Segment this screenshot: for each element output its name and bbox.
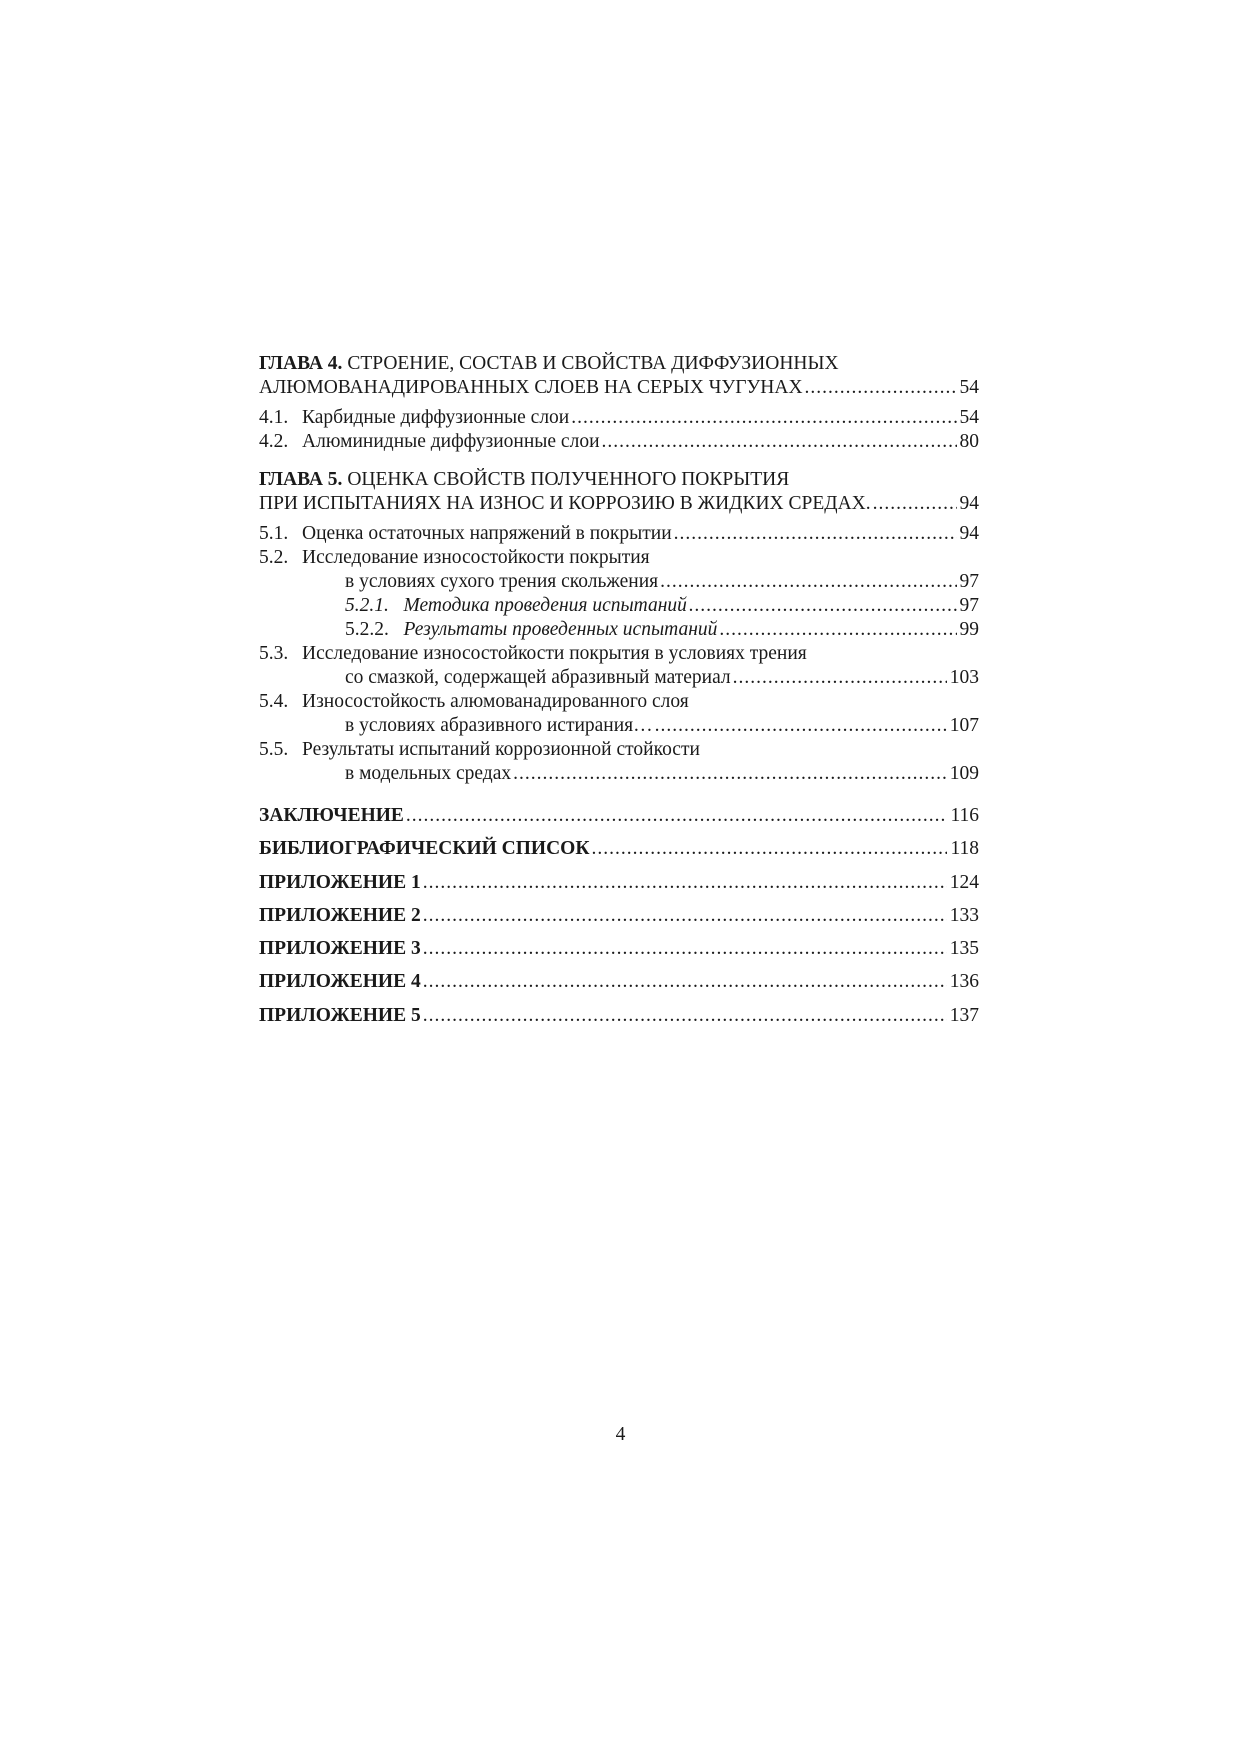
toc-line xyxy=(345,570,979,594)
dot-leader xyxy=(655,714,947,738)
page-ref: 54 xyxy=(959,407,979,428)
toc-line xyxy=(259,430,979,454)
dot-leader xyxy=(423,1004,947,1028)
section-title: Износостойкость алюмованадированного слоя xyxy=(302,691,689,712)
chapter-title-line1: ОЦЕНКА СВОЙСТВ ПОЛУЧЕННОГО ПОКРЫТИЯ xyxy=(342,469,790,490)
section-number: 5.5. xyxy=(259,739,289,760)
dot-leader xyxy=(873,492,957,516)
toc-line xyxy=(259,1004,979,1037)
dot-leader xyxy=(674,522,957,546)
toc-line xyxy=(345,714,979,738)
toc-line xyxy=(259,904,979,937)
entry-title: ПРИЛОЖЕНИЕ 4 xyxy=(259,971,421,993)
toc-subsections xyxy=(259,594,979,642)
section-title: Карбидные диффузионные слои xyxy=(302,407,570,428)
dot-leader xyxy=(660,570,956,594)
toc-line xyxy=(259,738,979,762)
section-number: 5.1. xyxy=(259,523,289,544)
page-ref: 137 xyxy=(949,1004,979,1026)
toc-major-entries xyxy=(259,804,979,1037)
toc-sections-ch4 xyxy=(259,406,979,454)
section-title-cont: в модельных средах xyxy=(345,763,512,784)
subsection-number: 5.2.1. xyxy=(345,595,389,616)
toc-line xyxy=(345,666,979,690)
toc-line xyxy=(259,492,979,516)
chapter-label: ГЛАВА 5. xyxy=(259,469,343,490)
subsection-title: Методика проведения испытаний xyxy=(403,595,687,616)
page-ref: 118 xyxy=(950,838,979,860)
page-ref: 97 xyxy=(959,595,979,616)
toc-line xyxy=(259,352,979,376)
toc-line xyxy=(259,937,979,970)
page-ref: 133 xyxy=(949,904,979,926)
page-ref: 124 xyxy=(949,871,979,893)
dot-leader xyxy=(406,804,948,828)
page-ref: 80 xyxy=(959,431,979,452)
toc-line xyxy=(259,546,979,570)
dot-leader xyxy=(423,937,947,961)
chapter-title-line2: ПРИ ИСПЫТАНИЯХ НА ИЗНОС И КОРРОЗИЮ В ЖИДКИХ СРЕДАХ. xyxy=(259,493,871,514)
toc-line xyxy=(259,406,979,430)
dot-leader xyxy=(805,376,957,400)
dot-leader xyxy=(513,762,947,786)
dot-leader xyxy=(571,406,956,430)
section-number: 5.3. xyxy=(259,643,289,664)
page-ref: 135 xyxy=(949,938,979,960)
dot-leader xyxy=(733,666,947,690)
dot-leader xyxy=(602,430,957,454)
section-title: Исследование износостойкости покрытия xyxy=(302,547,650,568)
entry-title: ПРИЛОЖЕНИЕ 5 xyxy=(259,1004,421,1026)
section-title-cont: со смазкой, содержащей абразивный материал xyxy=(345,667,731,688)
entry-title: БИБЛИОГРАФИЧЕСКИЙ СПИСОК xyxy=(259,838,590,860)
section-title: Исследование износостойкости покрытия в условиях трения xyxy=(302,643,807,664)
page-ref: 109 xyxy=(949,763,979,784)
toc-line xyxy=(345,762,979,786)
page-ref: 136 xyxy=(949,971,979,993)
dot-leader xyxy=(591,837,947,861)
page-ref: 107 xyxy=(949,715,979,736)
dot-leader xyxy=(423,871,947,895)
toc-line xyxy=(259,837,979,870)
toc-line xyxy=(259,376,979,400)
spacer xyxy=(259,454,979,468)
toc-line xyxy=(259,468,979,492)
dot-leader xyxy=(423,970,947,994)
section-title-cont: в условиях абразивного истирания… xyxy=(345,715,653,736)
subsection-number: 5.2.2. xyxy=(345,619,389,640)
page-ref: 94 xyxy=(959,493,979,514)
dot-leader xyxy=(689,594,957,618)
dot-leader xyxy=(423,904,947,928)
entry-title: ПРИЛОЖЕНИЕ 2 xyxy=(259,904,421,926)
toc-line xyxy=(259,642,979,666)
entry-title: ПРИЛОЖЕНИЕ 1 xyxy=(259,871,421,893)
page-ref: 94 xyxy=(959,523,979,544)
toc-sections-ch5 xyxy=(259,522,979,570)
section-title: Алюминидные диффузионные слои xyxy=(302,431,600,452)
section-title: Оценка остаточных напряжений в покрытии xyxy=(302,523,672,544)
toc-line xyxy=(259,871,979,904)
chapter-title-line1: СТРОЕНИЕ, СОСТАВ И СВОЙСТВА ДИФФУЗИОННЫХ xyxy=(342,353,839,374)
dot-leader xyxy=(719,618,956,642)
toc-line xyxy=(259,522,979,546)
toc-line xyxy=(259,690,979,714)
toc-chapter-5 xyxy=(259,468,979,516)
entry-title: ПРИЛОЖЕНИЕ 3 xyxy=(259,938,421,960)
section-number: 5.4. xyxy=(259,691,289,712)
toc-line xyxy=(345,594,979,618)
chapter-title-line2: АЛЮМОВАНАДИРОВАННЫХ СЛОЕВ НА СЕРЫХ ЧУГУНАХ xyxy=(259,377,803,398)
page-ref: 99 xyxy=(959,619,979,640)
page-number: 4 xyxy=(615,1424,626,1445)
section-title: Результаты испытаний коррозионной стойкости xyxy=(302,739,700,760)
chapter-label: ГЛАВА 4. xyxy=(259,353,343,374)
page-ref: 54 xyxy=(959,377,979,398)
page-ref: 97 xyxy=(959,571,979,592)
toc-line xyxy=(345,618,979,642)
table-of-contents xyxy=(259,352,979,1037)
page-ref: 116 xyxy=(950,805,979,826)
section-number: 4.1. xyxy=(259,407,289,428)
toc-line xyxy=(259,970,979,1003)
page-ref: 103 xyxy=(949,667,979,688)
section-number: 4.2. xyxy=(259,431,289,452)
section-number: 5.2. xyxy=(259,547,289,568)
subsection-title: Результаты проведенных испытаний xyxy=(403,619,718,640)
section-title-cont: в условиях сухого трения скольжения xyxy=(345,571,659,592)
toc-chapter-4 xyxy=(259,352,979,400)
entry-title: ЗАКЛЮЧЕНИЕ xyxy=(259,805,404,826)
toc-line xyxy=(259,804,979,837)
